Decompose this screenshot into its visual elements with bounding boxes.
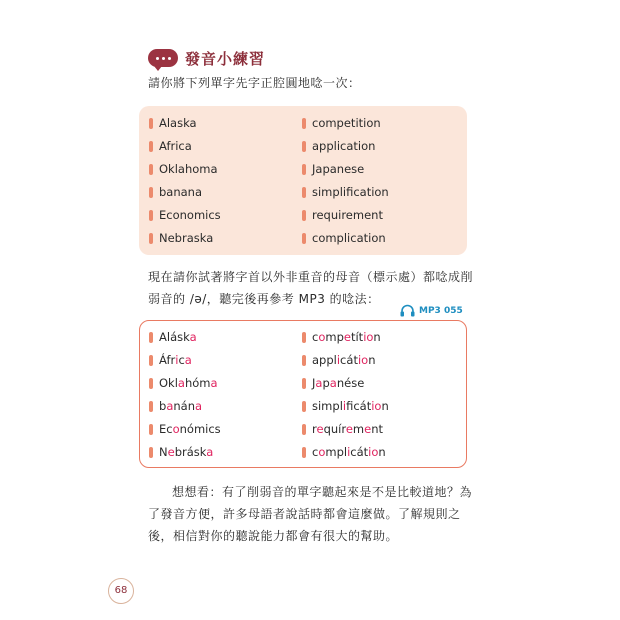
word-segment: b <box>159 399 167 413</box>
word-item: Africa <box>149 135 221 158</box>
reduced-word-item <box>149 395 221 418</box>
word-segment: cát <box>353 399 372 413</box>
reduced-vowel: a <box>329 376 337 390</box>
reduced-word-item <box>302 372 389 395</box>
plain-word-column-right <box>302 112 389 250</box>
word-segment: á <box>346 353 354 367</box>
reduced-vowel: a <box>206 445 214 459</box>
word-item: Economics <box>149 204 221 227</box>
reduced-vowel: i <box>342 399 347 413</box>
word-item: competition <box>302 112 389 135</box>
reduced-word-column-right <box>302 326 389 464</box>
reduced-vowel: e <box>364 422 372 436</box>
reflection-paragraph: 想想看：有了削弱音的單字聽起來是不是比較道地？為了發音方便，許多母語者說話時都會這麼做。了解規則之後，相信對你的聽說能力都會有很大的幫助。 <box>148 485 473 543</box>
instruction-text-2: 現在請你試著將字首以外非重音的母音（標示處）都唸成削弱音的 /ə/，聽完後再參考 MP3 的唸法： <box>148 270 474 306</box>
word-item: requirement <box>302 204 389 227</box>
reduced-word-item <box>149 326 221 349</box>
reduced-vowel: i <box>347 445 351 459</box>
reduced-vowel: o <box>318 445 326 459</box>
word-item: Japanese <box>302 158 389 181</box>
section-title: 發音小練習 <box>185 49 266 68</box>
word-segment: cát <box>350 445 369 459</box>
reduced-vowel: io <box>357 353 369 367</box>
reduced-word-item <box>302 349 389 372</box>
page-number: 68 <box>108 578 134 604</box>
reduced-vowel: e <box>316 422 324 436</box>
reduced-word-item <box>149 372 221 395</box>
word-segment: Okl <box>159 376 178 390</box>
word-item: application <box>302 135 389 158</box>
word-segment: simpl <box>312 399 343 413</box>
reduced-vowel: a <box>210 376 218 390</box>
reduced-vowel: a <box>184 353 192 367</box>
word-segment: brásk <box>174 445 207 459</box>
reduced-vowel: a <box>315 376 323 390</box>
word-segment: c <box>340 353 347 367</box>
word-item: complication <box>302 227 389 250</box>
word-segment: nán <box>173 399 195 413</box>
reduced-vowel: io <box>368 445 379 459</box>
word-segment: n <box>381 399 389 413</box>
word-segment: c <box>178 353 185 367</box>
reduced-vowel: io <box>363 330 374 344</box>
reduced-vowel: a <box>177 376 185 390</box>
word-segment: A <box>159 330 167 344</box>
word-segment: Á <box>159 353 167 367</box>
word-segment: p <box>322 376 330 390</box>
word-segment: f <box>346 399 354 413</box>
reduced-word-item <box>149 349 221 372</box>
reduced-vowel: e <box>343 330 351 344</box>
reduced-word-item <box>149 418 221 441</box>
reduced-vowel: a <box>189 330 197 344</box>
word-segment: mp <box>325 330 344 344</box>
word-segment: á <box>170 330 178 344</box>
word-segment: l <box>166 330 171 344</box>
word-segment: n <box>378 445 386 459</box>
word-item: banana <box>149 181 221 204</box>
plain-word-column-left <box>149 112 221 250</box>
word-segment: r <box>312 422 317 436</box>
word-segment: c <box>312 330 319 344</box>
reduced-vowel: a <box>166 399 174 413</box>
word-item: Alaska <box>149 112 221 135</box>
reduced-word-item <box>149 441 221 464</box>
word-segment: appl <box>312 353 337 367</box>
reduced-vowel: o <box>172 422 180 436</box>
section-heading <box>148 46 265 70</box>
word-segment: quír <box>323 422 346 436</box>
word-segment: fr <box>166 353 176 367</box>
word-segment: J <box>312 376 316 390</box>
word-segment: c <box>312 445 319 459</box>
reduced-vowel: e <box>345 422 353 436</box>
word-segment: t <box>353 353 358 367</box>
instruction-text-1: 請你將下列單字先字正腔圓地唸一次： <box>148 76 361 90</box>
reduced-word-item <box>302 418 389 441</box>
reduced-word-item <box>302 395 389 418</box>
word-segment: Ec <box>159 422 173 436</box>
word-segment: m <box>352 422 365 436</box>
reduced-word-column-left <box>149 326 221 464</box>
headphones-icon <box>400 304 415 317</box>
word-segment: mpl <box>325 445 348 459</box>
word-segment: nése <box>336 376 365 390</box>
word-segment: n <box>373 330 381 344</box>
speech-bubble-icon <box>148 49 178 67</box>
reduced-vowel: io <box>371 399 382 413</box>
word-segment: tít <box>350 330 364 344</box>
reduced-vowel: o <box>318 330 326 344</box>
reduced-word-item <box>302 326 389 349</box>
reduced-vowel: i <box>175 353 179 367</box>
word-segment: N <box>159 445 168 459</box>
audio-track-text: MP3 055 <box>419 305 463 316</box>
word-segment: n <box>368 353 376 367</box>
word-item: Oklahoma <box>149 158 221 181</box>
reduced-vowel: a <box>195 399 203 413</box>
reduced-vowel: i <box>336 353 341 367</box>
word-segment: sk <box>177 330 190 344</box>
reduced-word-item <box>302 441 389 464</box>
word-item: simplification <box>302 181 389 204</box>
word-segment: nt <box>371 422 383 436</box>
word-segment: nómics <box>179 422 221 436</box>
word-segment: hóm <box>184 376 211 390</box>
reduced-vowel: e <box>167 445 175 459</box>
word-item: Nebraska <box>149 227 221 250</box>
audio-track-label[interactable] <box>400 304 463 317</box>
